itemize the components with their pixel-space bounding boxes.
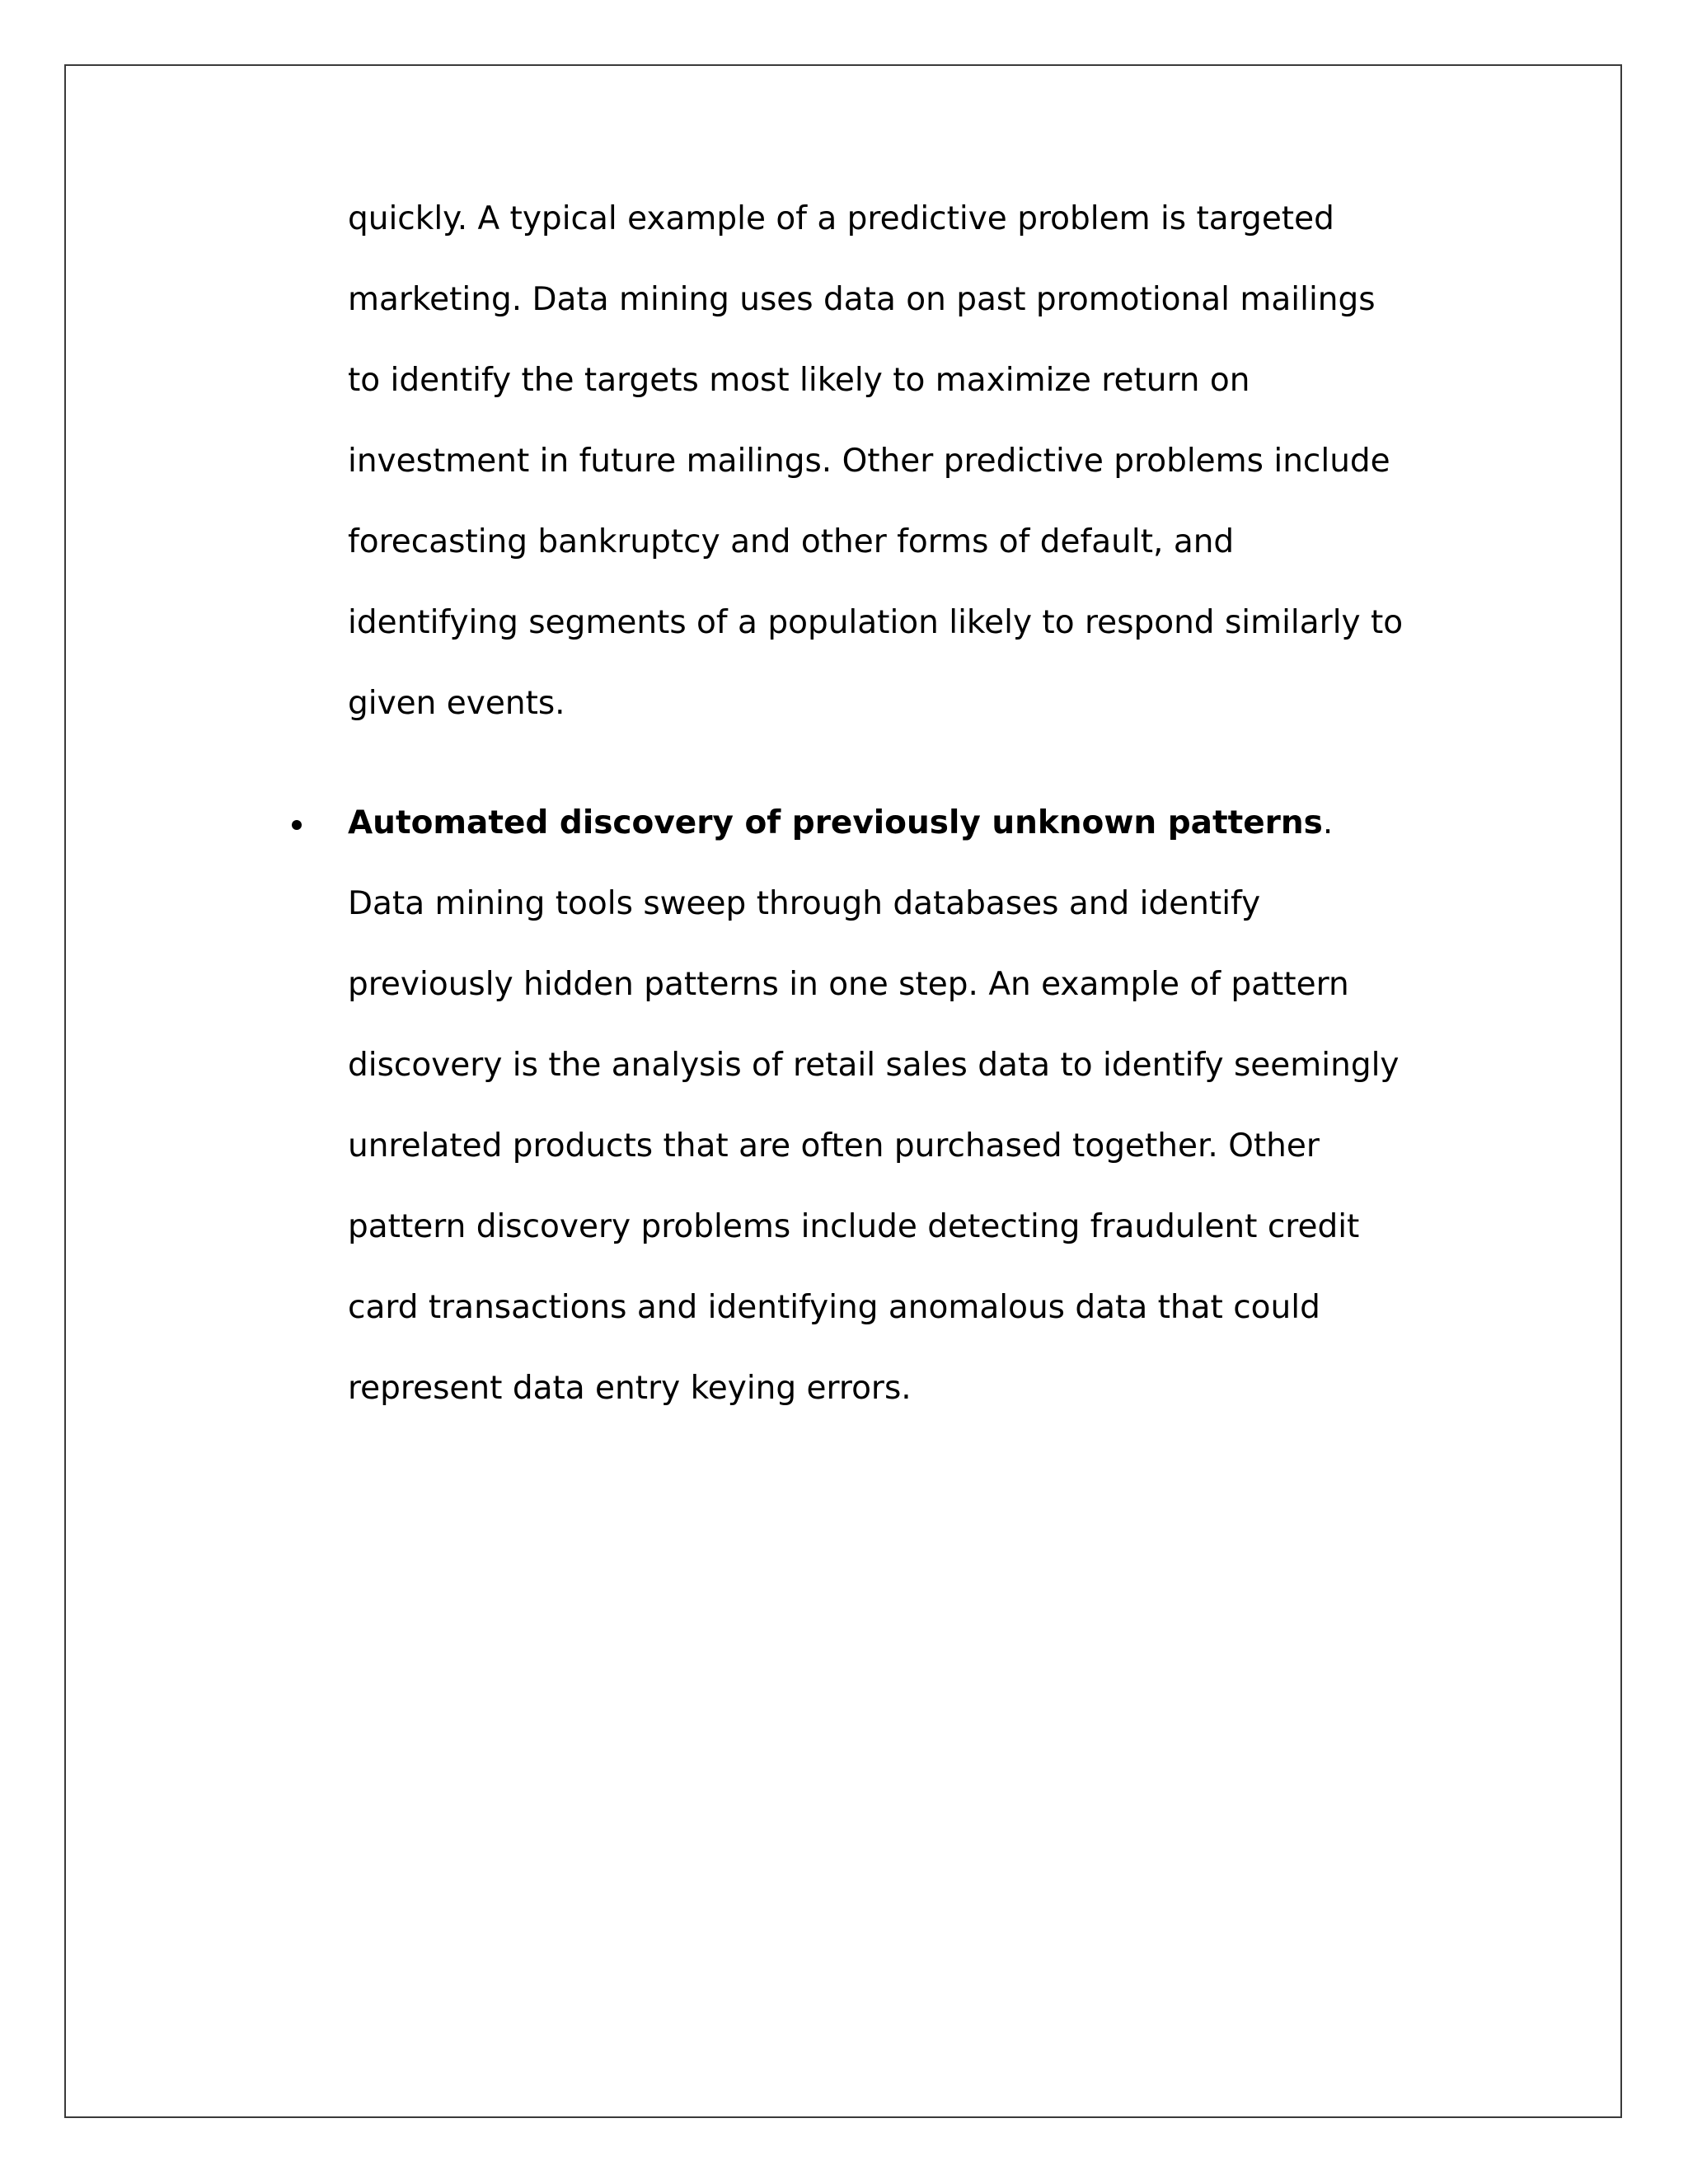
- bullet-body-line: unrelated products that are often purchased together. Other: [348, 1127, 1320, 1165]
- paragraph-line: marketing. Data mining uses data on past promotional mailings: [348, 281, 1376, 318]
- bullet-body-line: discovery is the analysis of retail sales data to identify seemingly: [348, 1047, 1400, 1084]
- paragraph-line: forecasting bankruptcy and other forms of default, and: [348, 523, 1235, 560]
- paragraph-line: identifying segments of a population likely to respond similarly to: [348, 604, 1404, 641]
- bullet-heading-period: .: [1322, 804, 1334, 841]
- bullet-heading: Automated discovery of previously unknown patterns: [348, 804, 1323, 841]
- bullet-body-line: previously hidden patterns in one step. An example of pattern: [348, 966, 1349, 1003]
- bullet-point: [292, 820, 302, 830]
- bullet-body-line: pattern discovery problems include detecting fraudulent credit: [348, 1208, 1360, 1245]
- bullet-body-line: card transactions and identifying anomalous data that could: [348, 1289, 1320, 1326]
- paragraph-line: given events.: [348, 685, 565, 722]
- paragraph-line: quickly. A typical example of a predictive problem is targeted: [348, 200, 1334, 237]
- bullet-body-line: Data mining tools sweep through databases and identify: [348, 885, 1261, 922]
- bullet-heading-line: [348, 804, 1333, 843]
- paragraph-line: investment in future mailings. Other predictive problems include: [348, 443, 1390, 480]
- paragraph-line: to identify the targets most likely to maximize return on: [348, 362, 1250, 399]
- bullet-body-line: represent data entry keying errors.: [348, 1370, 912, 1407]
